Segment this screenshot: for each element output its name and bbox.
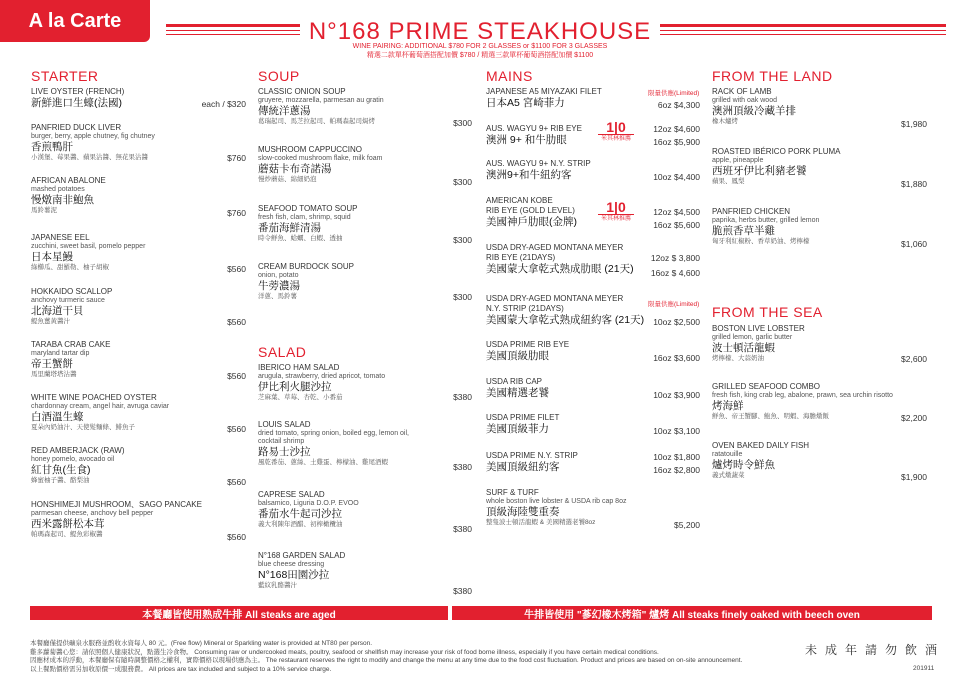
item-name-zh: 白酒溫生蠔 bbox=[31, 411, 84, 423]
item-price: $300 bbox=[453, 292, 472, 302]
item-desc-en: chardonnay cream, angel hair, avruga caviar bbox=[31, 403, 170, 410]
item-name-zh: 西班牙伊比利豬老饕 bbox=[712, 165, 807, 177]
sea-item bbox=[712, 441, 809, 480]
item-desc-zh: 烤檸檬、大蒜奶油 bbox=[712, 355, 764, 362]
soup-item bbox=[258, 87, 384, 126]
michelin-logo-icon: 1|0 bbox=[606, 119, 626, 135]
item-name-en: LOUIS SALAD bbox=[258, 420, 311, 429]
item-desc-zh: 慢炒蘑菇、綿細奶泡 bbox=[258, 176, 317, 183]
item-name-zh: 烤海鮮 bbox=[712, 400, 744, 412]
item-name-en: PANFRIED DUCK LIVER bbox=[31, 123, 122, 132]
item-name-zh: 澳洲9+和牛紐約客 bbox=[486, 169, 572, 181]
footer-line: 因應材成本的浮動，本餐廳保有隨時調整價格之權利，實際價格以現場供應為主。 The restaurant reserves the right to modify and change the menu at any time due to the food cost fluctuation. Product and prices are based on on-site announcement. bbox=[30, 657, 743, 664]
item-name-zh: 美國神戶肋眼(金牌) bbox=[486, 216, 577, 228]
item-name-zh: 脆煎香草半雞 bbox=[712, 225, 775, 237]
item-name-zh: 美國頂級肋眼 bbox=[486, 350, 549, 362]
item-name-en: USDA PRIME RIB EYE bbox=[486, 340, 570, 349]
item-price: $560 bbox=[227, 477, 246, 487]
item-name-zh: 紅甘魚(生食) bbox=[31, 464, 91, 476]
item-desc-zh: 鮮魚、帝王蟹腳、鮑魚、明蝦、海膽燉飯 bbox=[712, 413, 829, 420]
item-price: $380 bbox=[453, 524, 472, 534]
item-desc-zh: 夏朵內奶油汁、天使髮麵條、鯡魚子 bbox=[31, 424, 135, 431]
item-name-en: TARABA CRAB CAKE bbox=[31, 340, 111, 349]
item-name-zh: 蘑菇卡布奇諾湯 bbox=[258, 163, 332, 175]
item-price: 10oz $2,500 bbox=[653, 317, 700, 327]
item-price: $1,980 bbox=[901, 119, 927, 129]
mains-item bbox=[486, 294, 644, 327]
item-name-zh: 傳統洋蔥湯 bbox=[258, 105, 311, 117]
item-price: 10oz $4,400 bbox=[653, 172, 700, 182]
item-desc-en: apple, pineapple bbox=[712, 157, 764, 164]
starter-item bbox=[31, 393, 169, 432]
item-desc-zh: 整隻波士頓活龍蝦 & 美國精選老饕8oz bbox=[486, 519, 596, 526]
mains-item bbox=[486, 124, 582, 147]
no-underage-drinking: 未成年請勿飲酒 bbox=[805, 643, 946, 657]
starter-item bbox=[31, 287, 112, 326]
item-price: 16oz $3,600 bbox=[653, 353, 700, 363]
item-desc-zh: 鯷魚薑黃醬汁 bbox=[31, 318, 70, 325]
item-desc-zh: 小漢堡、莓果醬、蘋果沾醬、無花果沾醬 bbox=[31, 154, 148, 161]
item-desc-en: blue cheese dressing bbox=[258, 561, 325, 568]
sea-item bbox=[712, 382, 893, 421]
item-desc-zh: 蘋果、鳳梨 bbox=[712, 178, 745, 185]
salad-item bbox=[258, 420, 418, 467]
item-name-zh: 番茄水牛起司沙拉 bbox=[258, 508, 342, 520]
item-desc-zh: 葛瑞起司、馬芝拉起司、帕瑪森起司焗烤 bbox=[258, 118, 375, 125]
item-desc-en: paprika, herbs butter, grilled lemon bbox=[712, 217, 820, 224]
item-name-zh: 新鮮進口生蠔(法國) bbox=[31, 97, 122, 109]
salad-item bbox=[258, 363, 385, 402]
section-soup: SOUP bbox=[258, 68, 300, 84]
item-price: 12oz $4,600 bbox=[653, 124, 700, 134]
mains-item bbox=[486, 413, 559, 436]
land-item bbox=[712, 147, 840, 186]
item-desc-en: slow-cooked mushroom flake, milk foam bbox=[258, 155, 383, 162]
item-name-en: USDA DRY-AGED MONTANA MEYER bbox=[486, 294, 624, 303]
mains-item bbox=[486, 377, 549, 400]
item-name-zh: 爐烤時令鮮魚 bbox=[712, 459, 775, 471]
section-mains: MAINS bbox=[486, 68, 533, 84]
item-desc-en: honey pomelo, avocado oil bbox=[31, 456, 115, 463]
item-desc-en: ratatouille bbox=[712, 451, 743, 458]
item-price: $760 bbox=[227, 208, 246, 218]
land-item bbox=[712, 207, 819, 246]
item-name-zh: 澳洲 9+ 和牛肋眼 bbox=[486, 134, 567, 146]
item-name-zh: 美國頂級菲力 bbox=[486, 423, 549, 435]
item-desc-en: dried tomato, spring onion, boiled egg, lemon oil, cocktail shrimp bbox=[258, 430, 409, 445]
mains-item bbox=[486, 340, 569, 363]
item-price: $300 bbox=[453, 118, 472, 128]
item-price: $560 bbox=[227, 371, 246, 381]
item-desc-en: burger, berry, apple chutney, fig chutney bbox=[31, 133, 155, 140]
item-desc-en: fresh fish, clam, shrimp, squid bbox=[258, 214, 351, 221]
item-desc-en: grilled lemon, garlic butter bbox=[712, 334, 793, 341]
item-name-zh: 美國頂級紐約客 bbox=[486, 461, 560, 473]
starter-item bbox=[31, 176, 106, 215]
item-desc-en: arugula, strawberry, dried apricot, tomato bbox=[258, 373, 386, 380]
item-name-en: USDA PRIME N.Y. STRIP bbox=[486, 451, 578, 460]
item-price: 16oz $2,800 bbox=[653, 465, 700, 475]
item-name-zh: 美國蒙大拿乾式熟成紐約客 (21天) bbox=[486, 314, 645, 326]
salad-item bbox=[258, 490, 359, 529]
item-desc-en: anchovy turmeric sauce bbox=[31, 297, 105, 304]
item-desc-zh: 藍紋乳酪醬汁 bbox=[258, 582, 297, 589]
mains-item bbox=[486, 243, 634, 276]
item-price: $1,900 bbox=[901, 472, 927, 482]
aged-steak-banner: 本餐廳皆使用熟成牛排 All steaks are aged bbox=[30, 606, 448, 620]
mains-item bbox=[486, 87, 602, 110]
item-name-en: WHITE WINE POACHED OYSTER bbox=[31, 393, 157, 402]
section-from-the-land: FROM THE LAND bbox=[712, 68, 833, 84]
item-name-en: RED AMBERJACK (RAW) bbox=[31, 446, 125, 455]
michelin-badge bbox=[598, 200, 634, 223]
item-name-zh: 美國精選老饕 bbox=[486, 387, 549, 399]
wine-pairing-zh: 精選二款單杯葡萄酒搭配加價 $780 / 精選三款單杯葡萄酒搭配加價 $1100 bbox=[366, 52, 594, 59]
item-name-en: GRILLED SEAFOOD COMBO bbox=[712, 382, 821, 391]
item-price: 10oz $3,900 bbox=[653, 390, 700, 400]
item-name-en: AFRICAN ABALONE bbox=[31, 176, 106, 185]
starter-item bbox=[31, 446, 125, 485]
item-name-en: JAPANESE EEL bbox=[31, 233, 90, 242]
item-price: $300 bbox=[453, 235, 472, 245]
item-name-en-line2: RIB EYE (21DAYS) bbox=[486, 253, 556, 262]
item-name-en-line2: N.Y. STRIP (21DAYS) bbox=[486, 304, 564, 313]
item-desc-zh: 橡木爐烤 bbox=[712, 118, 738, 125]
item-price: $560 bbox=[227, 532, 246, 542]
starter-item bbox=[31, 123, 155, 162]
item-price: 12oz $ 3,800 bbox=[650, 253, 700, 263]
item-desc-en: maryland tartar dip bbox=[31, 350, 90, 357]
item-name-zh: 路易士沙拉 bbox=[258, 446, 311, 458]
item-name-zh: 西米露餅松本茸 bbox=[31, 518, 105, 530]
mains-item bbox=[486, 159, 591, 182]
item-name-en: CAPRESE SALAD bbox=[258, 490, 325, 499]
item-name-en: LIVE OYSTER (FRENCH) bbox=[31, 87, 125, 96]
item-desc-zh: 風乾番茄、蔥絲、土雞蛋、檸檬油、雞尾酒蝦 bbox=[258, 459, 388, 466]
item-price: each / $320 bbox=[201, 99, 246, 109]
item-name-zh: 美國蒙大拿乾式熟成肋眼 (21天) bbox=[486, 263, 634, 275]
item-price: 16oz $ 4,600 bbox=[650, 268, 700, 278]
item-name-zh: 牛蒡濃湯 bbox=[258, 280, 300, 292]
item-name-en: RACK OF LAMB bbox=[712, 87, 772, 96]
item-price: $1,880 bbox=[901, 179, 927, 189]
item-desc-zh: 馬里蘭塔塔沾醬 bbox=[31, 371, 77, 378]
item-name-en: ROASTED IBÉRICO PORK PLUMA bbox=[712, 147, 841, 156]
limited-label: 限量供應(Limited) bbox=[648, 301, 700, 308]
item-name-zh: 日本A5 宮崎菲力 bbox=[486, 97, 565, 109]
item-name-en: SURF & TURF bbox=[486, 488, 539, 497]
item-desc-zh: 時令鮮魚、蛤蠣、白蝦、透抽 bbox=[258, 235, 343, 242]
item-price: $380 bbox=[453, 586, 472, 596]
item-name-zh: 慢燉南非鮑魚 bbox=[31, 194, 94, 206]
item-price: $380 bbox=[453, 392, 472, 402]
starter-item bbox=[31, 500, 202, 539]
item-price: $5,200 bbox=[674, 520, 700, 530]
item-name-en: AUS. WAGYU 9+ RIB EYE bbox=[486, 124, 582, 133]
item-name-en: HOKKAIDO SCALLOP bbox=[31, 287, 113, 296]
item-name-zh: 日本星鰻 bbox=[31, 251, 73, 263]
michelin-badge bbox=[598, 120, 634, 143]
item-name-en: BOSTON LIVE LOBSTER bbox=[712, 324, 805, 333]
item-price: 6oz $4,300 bbox=[657, 100, 700, 110]
item-price: $560 bbox=[227, 264, 246, 274]
item-desc-zh: 洋蔥、馬鈴薯 bbox=[258, 293, 297, 300]
item-name-zh: 北海道干貝 bbox=[31, 305, 84, 317]
soup-item bbox=[258, 145, 383, 184]
item-desc-zh: 義式燉蔬菜 bbox=[712, 472, 745, 479]
item-price: $300 bbox=[453, 177, 472, 187]
item-name-zh: 澳洲頂級冷藏羊排 bbox=[712, 105, 796, 117]
item-price: $1,060 bbox=[901, 239, 927, 249]
item-name-zh: N°168田園沙拉 bbox=[258, 569, 330, 581]
item-desc-zh: 蜂蜜柚子醬、酪梨油 bbox=[31, 477, 90, 484]
item-price: $2,200 bbox=[901, 413, 927, 423]
mains-item bbox=[486, 488, 626, 527]
item-price: $560 bbox=[227, 317, 246, 327]
item-price: $2,600 bbox=[901, 354, 927, 364]
footer-line: 以上餐點價格需另加收原價一成服務費。 All prices are tax included and subject to a 10% service charge. bbox=[30, 665, 332, 673]
wine-pairing-note bbox=[300, 42, 660, 60]
item-price: 16oz $5,900 bbox=[653, 137, 700, 147]
item-name-en: CREAM BURDOCK SOUP bbox=[258, 262, 355, 271]
starter-item bbox=[31, 233, 145, 272]
item-name-zh: 帝王蟹餅 bbox=[31, 358, 73, 370]
item-desc-zh: 馬鈴薯泥 bbox=[31, 207, 57, 214]
item-name-en: CLASSIC ONION SOUP bbox=[258, 87, 346, 96]
item-name-en: SEAFOOD TOMATO SOUP bbox=[258, 204, 358, 213]
item-name-en: USDA RIB CAP bbox=[486, 377, 543, 386]
salad-item bbox=[258, 551, 345, 590]
item-desc-en: fresh fish, king crab leg, abalone, prawn, sea urchin risotto bbox=[712, 392, 893, 399]
item-desc-zh: 匈牙利紅椒粉、香草奶油、烤檸檬 bbox=[712, 238, 810, 245]
item-name-en: AMERICAN KOBE bbox=[486, 196, 553, 205]
starter-item bbox=[31, 340, 110, 379]
item-name-zh: 番茄海鮮清湯 bbox=[258, 222, 321, 234]
item-desc-en: zucchini, sweet basil, pomelo pepper bbox=[31, 243, 146, 250]
mains-item bbox=[486, 451, 578, 474]
restaurant-title: N°168 PRIME STEAKHOUSE bbox=[300, 18, 660, 46]
item-name-en: MUSHROOM CAPPUCCINO bbox=[258, 145, 363, 154]
section-from-the-sea: FROM THE SEA bbox=[712, 304, 823, 320]
michelin-label: 米其林推薦 bbox=[598, 134, 634, 143]
section-starter: STARTER bbox=[31, 68, 99, 84]
item-name-en: AUS. WAGYU 9+ N.Y. STRIP bbox=[486, 159, 591, 168]
wine-pairing-en: WINE PAIRING: ADDITIONAL $780 FOR 2 GLASSES or $1100 FOR 3 GLASSES bbox=[352, 43, 608, 50]
item-name-en: OVEN BAKED DAILY FISH bbox=[712, 441, 810, 450]
item-name-zh: 頂級海陸雙重奏 bbox=[486, 506, 560, 518]
oak-oven-banner: 牛排皆使用 "蔘幻橡木烤箱" 爐烤 All steaks finely oaked with beech oven bbox=[452, 606, 932, 620]
item-desc-en: balsamico, Liguria D.O.P. EVOO bbox=[258, 500, 359, 507]
item-price: 12oz $4,500 bbox=[653, 207, 700, 217]
item-name-zh: 香煎鴨肝 bbox=[31, 141, 73, 153]
item-name-zh: 伊比利火腿沙拉 bbox=[258, 381, 332, 393]
item-name-en: JAPANESE A5 MIYAZAKI FILET bbox=[486, 87, 602, 96]
soup-item bbox=[258, 204, 357, 243]
item-name-en-line2: RIB EYE (GOLD LEVEL) bbox=[486, 206, 575, 215]
item-desc-en: onion, potato bbox=[258, 272, 299, 279]
footer-notes bbox=[30, 640, 742, 674]
item-desc-zh: 帕瑪森起司、鯷魚彩椒醬 bbox=[31, 531, 103, 538]
sea-item bbox=[712, 324, 805, 363]
a-la-carte-tab: A la Carte bbox=[0, 0, 150, 42]
item-desc-zh: 義大利陳年酒醋、初榨橄欖油 bbox=[258, 521, 343, 528]
item-name-en: N°168 GARDEN SALAD bbox=[258, 551, 346, 560]
footer-line: 雞多蘿蔔醬心您：請依照個人健康狀況，點選生冷食物。 Consuming raw or undercooked meats, poultry, seafood or shellfish may increase your risk of food borne illness, especially if you have certain medical conditions. bbox=[30, 648, 659, 656]
item-price: $760 bbox=[227, 153, 246, 163]
item-name-en: PANFRIED CHICKEN bbox=[712, 207, 791, 216]
item-desc-en: parmesan cheese, anchovy bell pepper bbox=[31, 510, 154, 517]
mains-item bbox=[486, 196, 577, 229]
item-name-zh: 波士頓活龍蝦 bbox=[712, 342, 775, 354]
item-price: $560 bbox=[227, 424, 246, 434]
item-price: 10oz $3,100 bbox=[653, 426, 700, 436]
footer-line: 本餐廳僅提供礦泉水服務並酌收水資每人 80 元。(Free flow) Mineral or Sparkling water is provided at NT80 per person. bbox=[30, 640, 373, 647]
michelin-logo-icon: 1|0 bbox=[606, 199, 626, 215]
item-desc-en: mashed potatoes bbox=[31, 186, 85, 193]
item-name-en: IBERICO HAM SALAD bbox=[258, 363, 340, 372]
item-name-en: USDA PRIME FILET bbox=[486, 413, 560, 422]
item-desc-en: grilled with oak wood bbox=[712, 97, 777, 104]
item-desc-zh: 綠櫛瓜、甜羅勒、柚子胡椒 bbox=[31, 264, 109, 271]
item-name-en: HONSHIMEJI MUSHROOM、SAGO PANCAKE bbox=[31, 500, 202, 509]
land-item bbox=[712, 87, 796, 126]
item-desc-en: gruyere, mozzarella, parmesan au gratin bbox=[258, 97, 384, 104]
item-price: 10oz $1,800 bbox=[653, 452, 700, 462]
section-salad: SALAD bbox=[258, 344, 307, 360]
michelin-label: 米其林推薦 bbox=[598, 214, 634, 223]
item-desc-en: whole boston live lobster & USDA rib cap 8oz bbox=[486, 498, 627, 505]
item-price: 16oz $5,600 bbox=[653, 220, 700, 230]
soup-item bbox=[258, 262, 354, 301]
starter-item bbox=[31, 87, 124, 110]
menu-code: 201911 bbox=[913, 665, 935, 672]
item-name-en: USDA DRY-AGED MONTANA MEYER bbox=[486, 243, 624, 252]
item-price: $380 bbox=[453, 462, 472, 472]
item-desc-zh: 芝麻葉、草莓、杏乾、小番茄 bbox=[258, 394, 343, 401]
limited-label: 限量供應(Limited) bbox=[648, 90, 700, 97]
